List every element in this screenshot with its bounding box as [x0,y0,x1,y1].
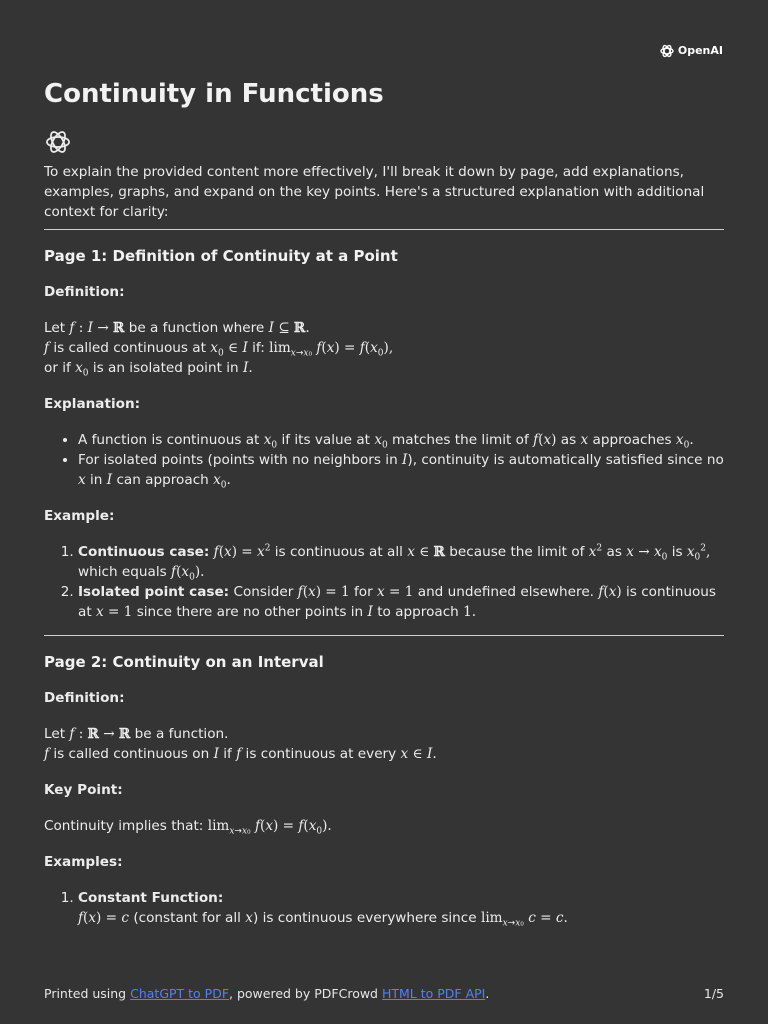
list-item: • A function is continuous at $x_0$ if its value at $x_0$ matches the limit of f(x) as x approaches $x_0$. [78,430,724,450]
def-line-2: f is called continuous at $x_0$ ∈ I if: $\lim_{x\to x_0} f(x) = f(x_0)$, [44,340,394,359]
explanation-label: Explanation: [44,396,141,412]
definition-label: Definition: [44,690,125,706]
openai-brand [659,41,723,61]
section-heading-page2: Page 2: Continuity on an Interval [44,653,324,671]
page-title: Continuity in Functions [44,79,384,109]
list-item: 2. Isolated point case: Consider f(x) = 1 for x = 1 and undefined elsewhere. f(x) is continuous at x = 1 since there are no other points in I to approach 1. [78,582,724,622]
list-item: 1. Continuous case: $f(x) = x^2$ is continuous at all x ∈ ℝ because the limit of $x^2$ as $x \to x_0$ is $x_0^2$, which equals $f(x_0)$. [78,542,724,582]
footer-credit: Printed using ChatGPT to PDF, powered by PDFCrowd HTML to PDF API. [44,986,490,1001]
example-label: Example: [44,508,115,524]
examples-list [44,888,724,928]
example-list [44,542,724,622]
def-line-1: Let f : I → ℝ be a function where I ⊆ ℝ. [44,320,310,336]
divider [44,635,724,636]
definition-label: Definition: [44,284,125,300]
chatgpt-to-pdf-link[interactable]: ChatGPT to PDF [130,986,230,1001]
assistant-avatar [44,128,72,162]
divider [44,229,724,230]
definition-text [44,724,724,764]
examples-label: Examples: [44,854,123,870]
keypoint-label: Key Point: [44,782,123,798]
keypoint-text: Continuity implies that: $\lim_{x\to x_0} f(x) = f(x_0)$. [44,818,332,837]
intro-text: To explain the provided content more effectively, I'll break it down by page, add explanations, examples, graphs, and expand on the key points. Here's a structured explanation with additional context for clarity: [44,164,705,220]
section-heading-page1: Page 1: Definition of Continuity at a Point [44,247,398,265]
chatgpt-logo-icon [44,128,72,156]
def-line-2: f is called continuous on I if f is continuous at every x ∈ I. [44,746,437,762]
html-to-pdf-api-link[interactable]: HTML to PDF API [381,986,486,1001]
page-number: 1/5 [703,986,724,1001]
list-item: 1. Constant Function: f(x) = c (constant for all x) is continuous everywhere since $\lim_{x\to x_0} c = c$. [78,888,724,928]
page-footer [44,984,724,1004]
openai-logo-icon [659,43,675,59]
content [44,162,724,928]
explanation-list [44,430,724,490]
list-item: • For isolated points (points with no neighbors in I), continuity is automatically satisfied since no x in I can approach $x_0$. [78,450,724,490]
definition-text [44,318,724,378]
def-line-3: or if $x_0$ is an isolated point in I. [44,360,253,379]
brand-name: OpenAI [677,44,723,57]
def-line-1: Let f : ℝ → ℝ be a function. [44,726,229,742]
